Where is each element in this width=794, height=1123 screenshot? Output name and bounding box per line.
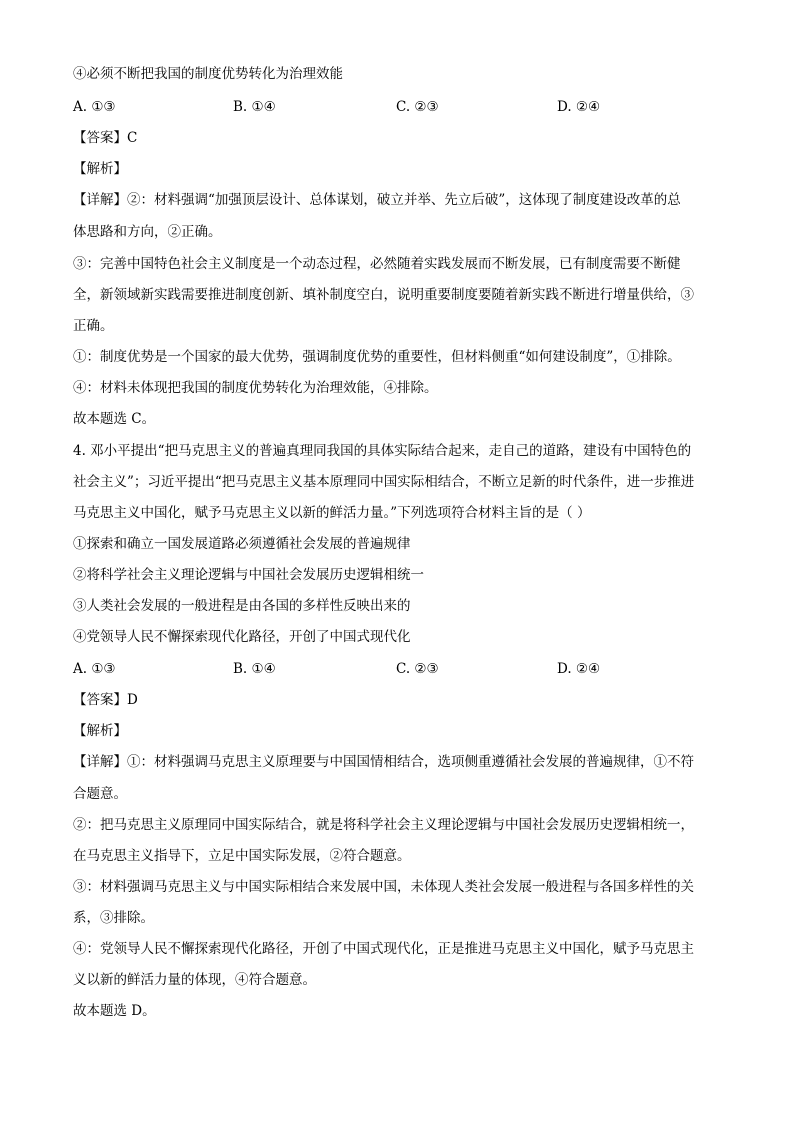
q4-analysis-label: 【解析】 bbox=[73, 723, 127, 739]
q4-answer: 【答案】D bbox=[73, 692, 138, 708]
q4-stem-line: 马克思主义中国化，赋予马克思主义以新的鲜活力量。”下列选项符合材料主旨的是（ ） bbox=[73, 505, 591, 521]
q4-option-c: C. ②③ bbox=[396, 661, 439, 677]
q4-statement-2: ②将科学社会主义理论逻辑与中国社会发展历史逻辑相统一 bbox=[73, 567, 424, 583]
q4-stem-line: 4. 邓小平提出“把马克思主义的普遍真理同我国的具体实际结合起来，走自己的道路，建设有中国特色的 bbox=[73, 443, 692, 459]
q4-detail-line: ②：把马克思主义原理同中国实际结合，就是将科学社会主义理论逻辑与中国社会发展历史逻辑相统一， bbox=[73, 817, 694, 833]
q4-conclusion: 故本题选 D。 bbox=[73, 1003, 156, 1019]
q4-option-a: A. ①③ bbox=[73, 661, 116, 677]
q4-detail-line: 【详解】①：材料强调马克思主义原理要与中国国情相结合，选项侧重遵循社会发展的普遍规律，①不符 bbox=[73, 754, 694, 770]
q3-answer: 【答案】C bbox=[73, 130, 138, 146]
q3-detail-line: 正确。 bbox=[73, 318, 114, 334]
q4-option-d: D. ②④ bbox=[557, 661, 601, 677]
q3-detail-line: 体思路和方向，②正确。 bbox=[73, 224, 222, 240]
q4-option-b: B. ①④ bbox=[233, 661, 276, 677]
q4-detail-line: ④：党领导人民不懈探索现代化路径，开创了中国式现代化，正是推进马克思主义中国化，赋予马克思主 bbox=[73, 941, 694, 957]
q3-analysis-label: 【解析】 bbox=[73, 161, 127, 177]
q3-option-a: A. ①③ bbox=[73, 99, 116, 115]
q3-detail-line: ③：完善中国特色社会主义制度是一个动态过程，必然随着实践发展而不断发展，已有制度需要不断健 bbox=[73, 256, 681, 272]
q4-detail-line: 义以新的鲜活力量的体现，④符合题意。 bbox=[73, 972, 316, 988]
q4-detail-line: 系，③排除。 bbox=[73, 910, 154, 926]
q4-statement-4: ④党领导人民不懈探索现代化路径，开创了中国式现代化 bbox=[73, 629, 411, 645]
q3-detail-line: ①：制度优势是一个国家的最大优势，强调制度优势的重要性，但材料侧重“如何建设制度”，①排除。 bbox=[73, 349, 681, 365]
q3-detail-line: 【详解】②：材料强调“加强顶层设计、总体谋划，破立并举、先立后破”，这体现了制度建设改革的总 bbox=[73, 192, 681, 208]
q3-statement-4: ④必须不断把我国的制度优势转化为治理效能 bbox=[73, 66, 343, 82]
q4-statement-1: ①探索和确立一国发展道路必须遵循社会发展的普遍规律 bbox=[73, 536, 411, 552]
q3-detail-line: ④：材料未体现把我国的制度优势转化为治理效能，④排除。 bbox=[73, 380, 438, 396]
q3-option-d: D. ②④ bbox=[557, 99, 601, 115]
q4-stem-line: 社会主义”；习近平提出“把马克思主义基本原理同中国实际相结合，不断立足新的时代条件，进一步推进 bbox=[73, 474, 695, 490]
q3-option-c: C. ②③ bbox=[396, 99, 439, 115]
q4-detail-line: 在马克思主义指导下，立足中国实际发展，②符合题意。 bbox=[73, 848, 411, 864]
q4-detail-line: 合题意。 bbox=[73, 786, 127, 802]
q3-conclusion: 故本题选 C。 bbox=[73, 411, 156, 427]
q4-detail-line: ③：材料强调马克思主义与中国实际相结合来发展中国，未体现人类社会发展一般进程与各国多样性的关 bbox=[73, 879, 694, 895]
q3-detail-line: 全，新领域新实践需要推进制度创新、填补制度空白，说明重要制度要随着新实践不断进行增量供给，③ bbox=[73, 287, 694, 303]
q3-option-b: B. ①④ bbox=[233, 99, 276, 115]
q4-statement-3: ③人类社会发展的一般进程是由各国的多样性反映出来的 bbox=[73, 598, 411, 614]
